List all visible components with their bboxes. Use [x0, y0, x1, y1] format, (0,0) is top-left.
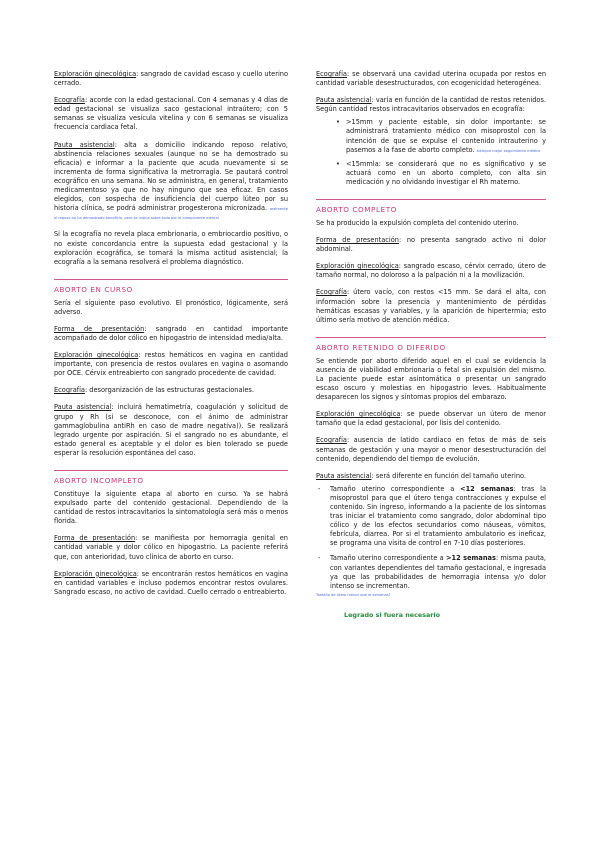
paragraph: Ecografía: acorde con la edad gestacional. Con 4 semanas y 4 días de edad gestacional se visualiza saco gestacional intraútero; con 5 semanas se visualiza vesícula vitelina y con 6 semanas se visualiza frecuencia cardiaca fetal. [54, 96, 288, 132]
section-header [54, 470, 288, 486]
paragraph: Ecografía: desorganización de las estructuras gestacionales. [54, 386, 254, 395]
paragraph: Ecografía: se observará una cavidad uterina ocupada por restos en cantidad variable desestructurados, con ecogenicidad heterogénea. [316, 70, 546, 88]
paragraph: Si la ecografía no revela placa embrionaria, o embriocardio positivo, o no existe concordancia entre la supuesta edad gestacional y la exploración ecográfica, se tomará la misma actitud asistencial; la ecografía a la semana resolverá el problema diagnóstico. [54, 230, 288, 266]
term-label: Exploración ginecológica [316, 262, 399, 271]
term-label: Pauta asistencial [316, 471, 372, 480]
green-annotation: Legrado si fuera necesario [344, 611, 441, 620]
list-item: • <15mmla: se considerará que no es significativo y se actuará como en un aborto completo, con alta sin medicación y no olvidando investigar el Rh materno. [346, 160, 546, 187]
paragraph: Constituye la siguiente etapa al aborto en curso. Ya se habrá expulsado parte del contenido gestacional. Dependiendo de la cantidad de restos intracavitarios la sintomatología será más o menos florida. [54, 489, 288, 526]
section-title: ABORTO EN CURSO [54, 284, 133, 294]
paragraph: Exploración ginecológica: restos hemáticos en vagina en cantidad importante, con presencia de restos ovulares en vagina o asomando por OCE. Cérvix entreabierto con sangrado procedente de cavidad. [54, 351, 288, 378]
term-label: Ecografía [54, 386, 85, 395]
left-column [54, 70, 288, 605]
section-divider [316, 337, 546, 338]
term-label: Ecografía [54, 96, 85, 105]
paragraph: Pauta asistencial: será diferente en función del tamaño uterino. [316, 471, 527, 480]
term-label: Ecografía [316, 70, 347, 78]
term-label: Forma de presentación [54, 534, 136, 543]
section-title: ABORTO COMPLETO [316, 205, 397, 215]
section-header [54, 279, 288, 295]
paragraph: Pauta asistencial: alta a domicilio indicando reposo relativo, abstinencia relaciones sexuales (aunque no se ha demostrado su eficacia) e informar a la paciente que acuda nuevamente si se incrementa de forma significativa la metrorragia. Se pautará control ecográfico en una semana. No se administra, en general, tratamiento medicamentoso ya que no hay ninguno que sea eficaz. En casos elegidos, con sospecha de insuficiencia del cuerpo lúteo por su historia clínica, se podrá administrar progesterona micronizada. realmente el reposo no ha demostrado beneficio, pero se indica sobre todo por el componente mental [54, 140, 288, 221]
paragraph: Forma de presentación: no presenta sangrado activo ni dolor abdominal. [316, 236, 546, 254]
term-label: Forma de presentación [316, 236, 399, 245]
section-header [316, 199, 546, 215]
term-label: Forma de presentación [54, 324, 145, 333]
dash-list [316, 485, 546, 591]
term-label: Exploración ginecológica [54, 70, 137, 78]
paragraph: Forma de presentación: sangrado en cantidad importante acompañado de dolor cólico en hipogastrio de intensidad media/alta. [54, 324, 288, 342]
paragraph: Se ha producido la expulsión completa del contenido uterino. [316, 218, 519, 227]
section-header [316, 337, 546, 353]
paragraph: Exploración ginecológica: sangrado de cavidad escaso y cuello uterino cerrado. [54, 70, 288, 88]
section-title: ABORTO INCOMPLETO [54, 476, 144, 486]
paragraph: Ecografía: ausencia de latido cardiaco en fetos de más de seis semanas de gestación y una mayor o menor desestructuración del contenido, dependiendo del tiempo de evolución. [316, 436, 546, 463]
term-label: Ecografía [316, 436, 347, 445]
term-label: Exploración ginecológica [316, 410, 401, 419]
paragraph: Se entiende por aborto diferido aquel en el cual se evidencia la ausencia de viabilidad embrionaria o fetal sin expulsión del mismo. La paciente puede estar asintomática o presentar un sangrado escaso oscuro y molestias en hipogastrio leves. Habitualmente desaparecen los signos y síntomas propios del embarazo. [316, 356, 546, 402]
paragraph: Exploración ginecológica: sangrado escaso, cérvix cerrado, útero de tamaño normal, no doloroso a la palpación ni a la movilización. [316, 262, 546, 280]
term-label: Exploración ginecológica [54, 569, 137, 578]
section-divider [54, 279, 288, 280]
paragraph: Pauta asistencial: varía en función de la cantidad de restos retenidos. Según cantidad restos intracavitarios observados en ecografía: [316, 96, 546, 114]
paragraph: Sería el siguiente paso evolutivo. El pronóstico, lógicamente, será adverso. [54, 298, 288, 316]
right-column [316, 70, 546, 620]
bullet-list [316, 118, 546, 187]
list-item: • >15mm y paciente estable, sin dolor importante: se administrará tratamiento médico con misoprostol con la intención de que se expulse el contenido intrauterino y pasemos a la fase de aborto completo. siempre mejor seguimiento médico [346, 118, 546, 154]
term-label: Ecografía [316, 288, 347, 297]
paragraph: Pauta asistencial: incluirá hematimetría, coagulación y solicitud de grupo y Rh (si se desconoce, con el ánimo de administrar gammaglobulina antiRh en caso de madre negativa)). Se realizará legrado urgente por aspiración. Si el sangrado no es abundante, el estado general es aceptable y el dolor es bien tolerado se puede esperar la resolución espontánea del caso. [54, 403, 289, 457]
term-label: Pauta asistencial [54, 403, 112, 412]
handwritten-note: Tamaño de útero menor que el semanas? [316, 592, 391, 597]
term-label: Pauta asistencial [316, 96, 372, 105]
section-title: ABORTO RETENIDO O DIFERIDO [316, 342, 446, 352]
list-item: - Tamaño uterino correspondiente a <12 semanas: tras la misoprostol para que el útero tenga contracciones y expulse el contenido. Sin ingreso, informando a la paciente de los síntomas tras iniciar el tratamiento como sangrado, dolor abdominal tipo cólico y de los efectos secundarios como náuseas, vómitos, febrícula, diarrea. Por si el tratamiento ambulatorio es ineficaz, se programa una visita de control en 7-10 días posteriores. [330, 485, 546, 549]
term-label: Exploración ginecológica [54, 351, 139, 360]
handwritten-note: realmente el reposo no ha demostrado beneficio, pero se indica sobre todo por el componente mental [54, 207, 288, 221]
handwritten-note: siempre mejor seguimiento médico [476, 148, 541, 153]
list-item: - Tamaño uterino correspondiente a >12 semanas: misma pauta, con variantes dependientes del tamaño gestacional, e ingresada ya que las probabilidades de hemorragia intensa y/o dolor intenso se incrementan. [330, 554, 546, 590]
paragraph: Exploración ginecológica: se puede observar un útero de menor tamaño que la edad gestacional, por lisis del contenido. [316, 410, 546, 428]
paragraph: Forma de presentación: se manifiesta por hemorragia genital en cantidad variable y dolor cólico en hipogastrio. La paciente referirá que, con anterioridad, tuvo clínica de aborto en curso. [54, 534, 288, 561]
section-divider [316, 199, 546, 200]
paragraph: Ecografía: útero vacío, con restos <15 mm. Se dará el alta, con información sobre la presencia y mantenimiento de pérdidas hemáticas escasas y variables, y la aparición de hipertermia; esto último sería motivo de atención médica. [316, 288, 546, 324]
section-divider [54, 470, 288, 471]
term-label: Pauta asistencial [54, 140, 115, 149]
paragraph: Exploración ginecológica: se encontrarán restos hemáticos en vagina en cantidad variables e incluso podemos encontrar restos ovulares. Sangrado escaso, no activo de cavidad. Cuello cerrado o entreabierto. [54, 569, 288, 596]
